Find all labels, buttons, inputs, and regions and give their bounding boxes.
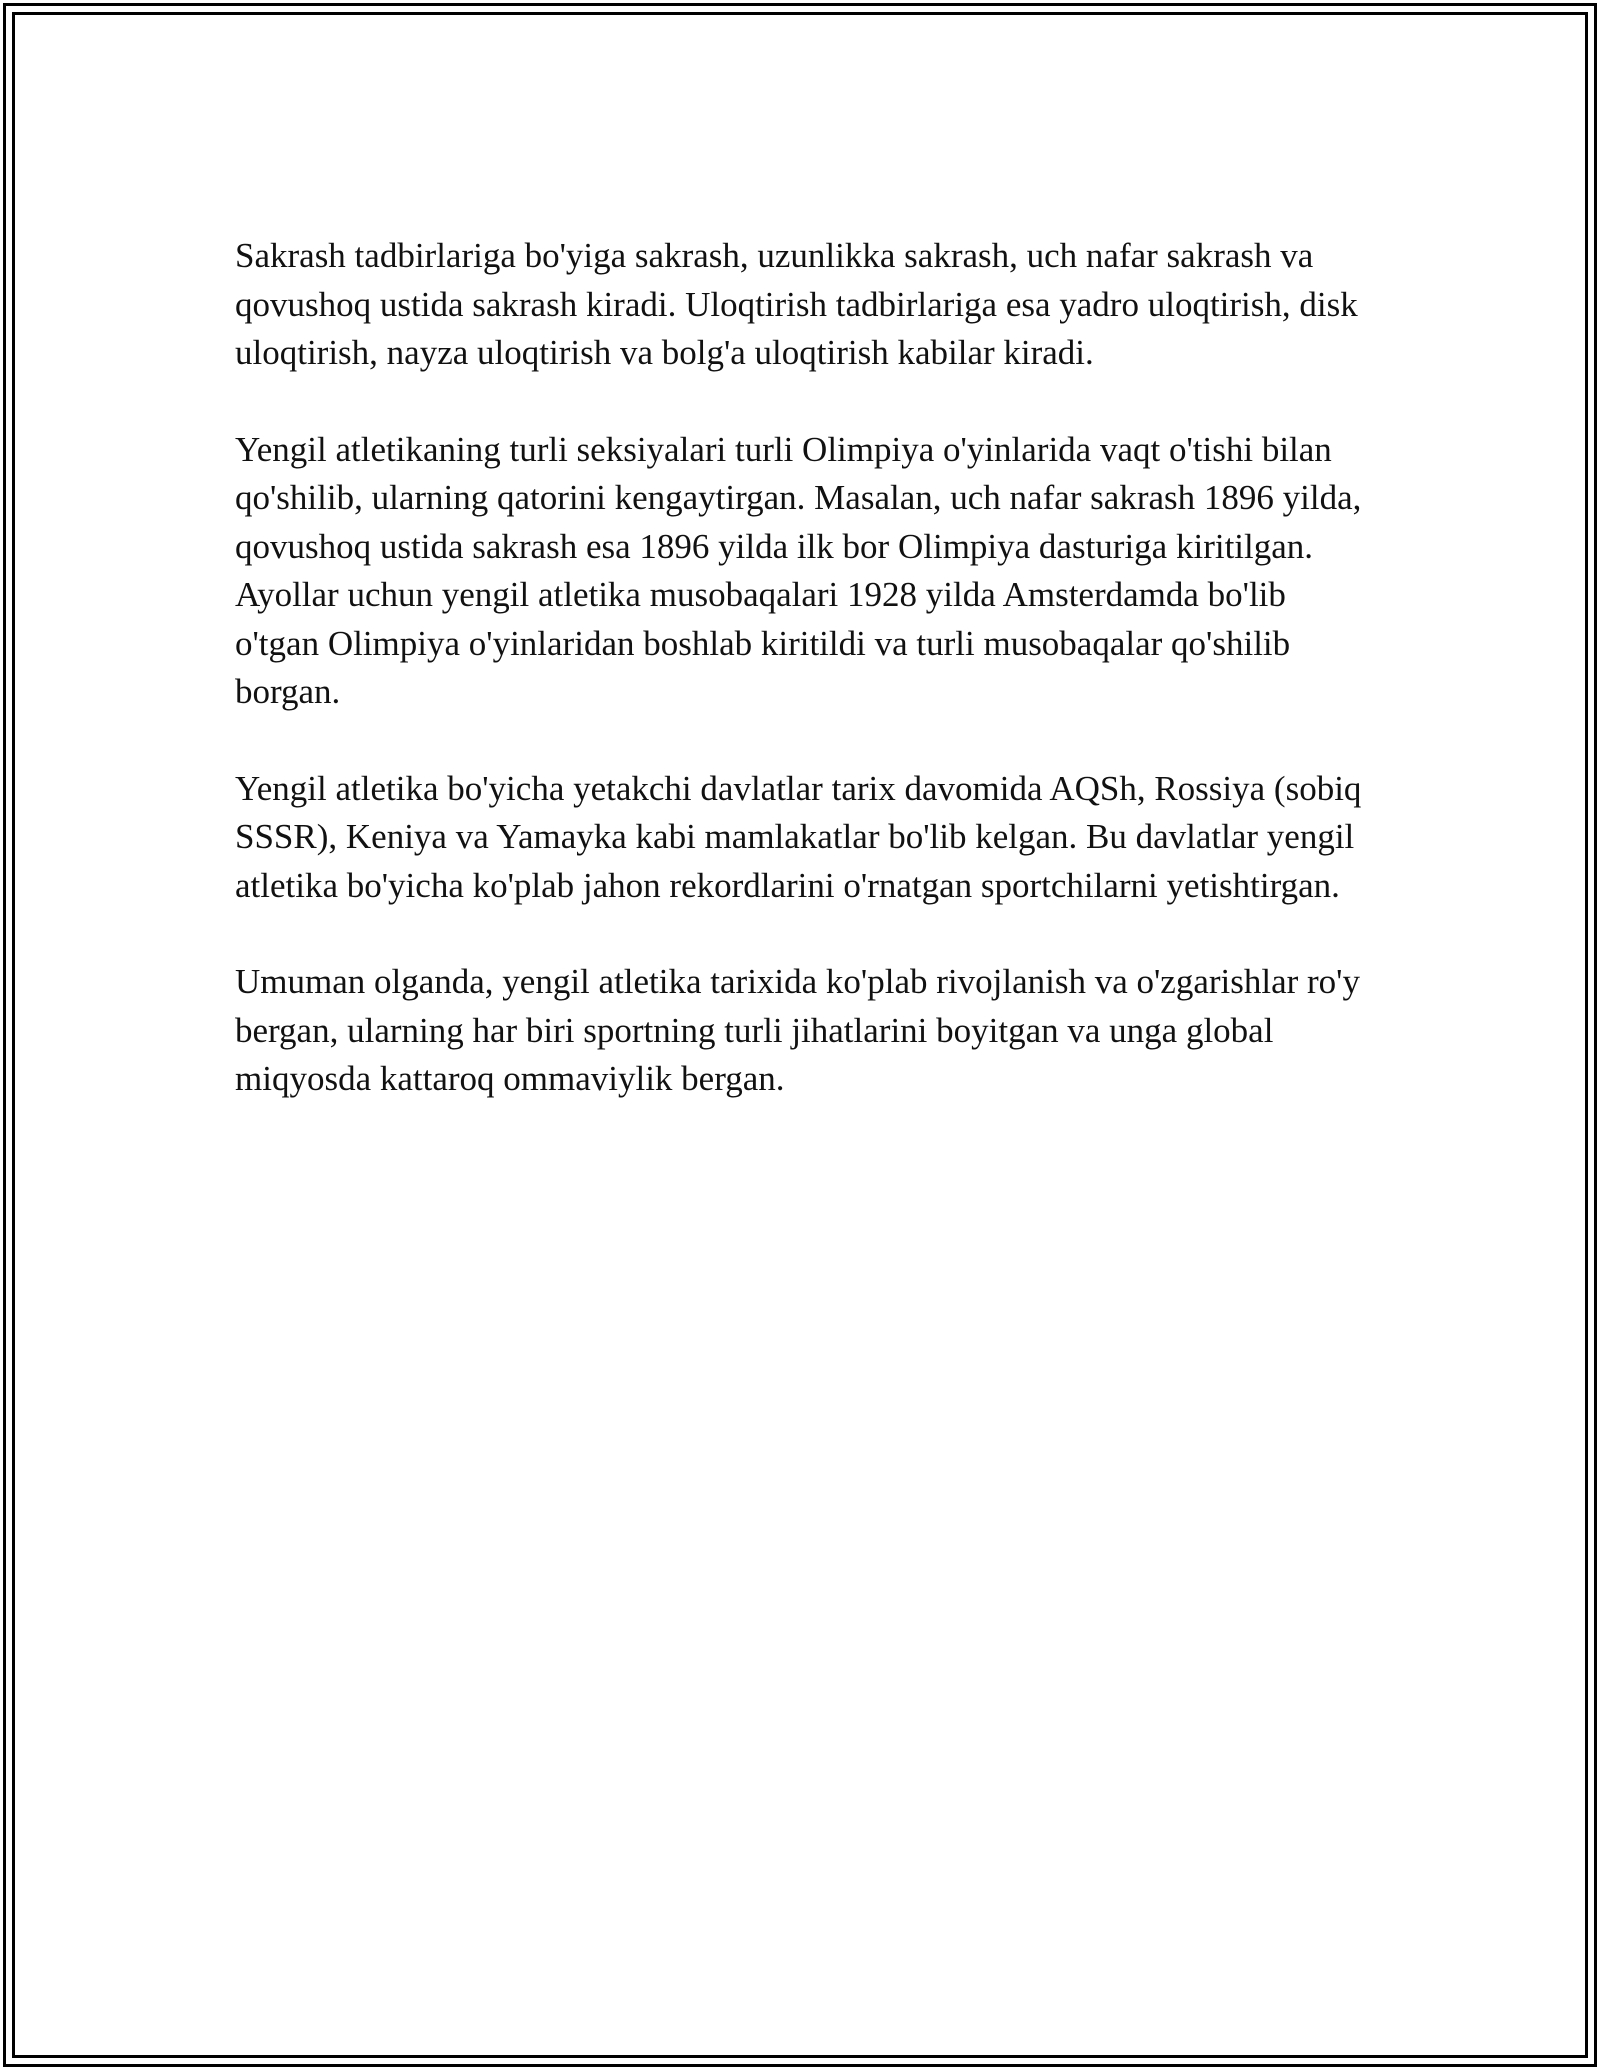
paragraph-conclusion: Umuman olganda, yengil atletika tarixida ko'plab rivojlanish va o'zgarishlar ro'y bergan, ularning har biri sportning turli jihatlarini boyitgan va unga global miqyosda kattaroq ommaviylik bergan. <box>235 962 1360 1098</box>
paragraph-leading-countries: Yengil atletika bo'yicha yetakchi davlatlar tarix davomida AQSh, Rossiya (sobiq SSSR), Keniya va Yamayka kabi mamlakatlar bo'lib kelgan. Bu davlatlar yengil atletika bo'yicha ko'plab jahon rekordlarini o'rnatgan sportchilarni yetishtirgan. <box>235 768 1362 905</box>
paragraph-jumping-throwing-events: Sakrash tadbirlariga bo'yiga sakrash, uzunlikka sakrash, uch nafar sakrash va qovushoq ustida sakrash kiradi. Uloqtirish tadbirlariga esa yadro uloqtirish, disk uloqtirish, nayza uloqtirish va bolg'a uloqtirish kabilar kiradi. <box>235 236 1358 372</box>
paragraph-olympic-history: Yengil atletikaning turli seksiyalari turli Olimpiya o'yinlarida vaqt o'tishi bilan qo'shilib, ularning qatorini kengaytirgan. Masalan, uch nafar sakrash 1896 yilda, qovushoq ustida sakrash esa 1896 yilda ilk bor Olimpiya dasturiga kiritilgan. Ayollar uchun yengil atletika musobaqalari 1928 yilda Amsterdamda bo'lib o'tgan Olimpiya o'yinlaridan boshlab kiritildi va turli musobaqalar qo'shilib borgan. <box>235 429 1362 711</box>
document-body <box>235 232 1375 1152</box>
